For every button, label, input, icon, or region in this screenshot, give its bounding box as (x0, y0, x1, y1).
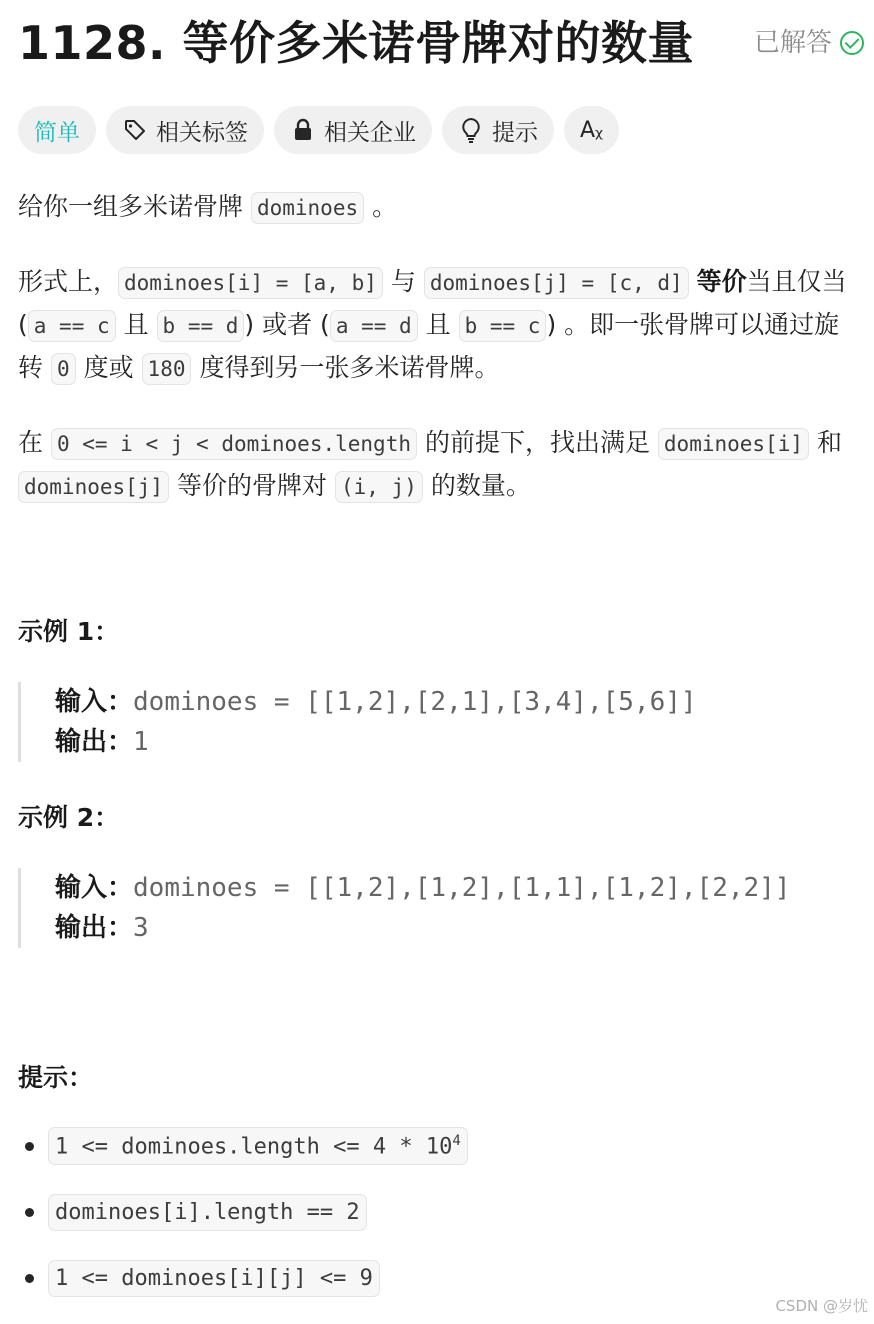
constraint-code (48, 1127, 468, 1165)
example-1-title: 示例 1： (18, 617, 120, 646)
inline-code: dominoes[i] = [a, b] (118, 267, 383, 299)
bullet-icon (25, 1208, 34, 1217)
inline-code: b == d (157, 310, 245, 342)
example-2-title: 示例 2： (18, 803, 120, 832)
problem-header (18, 12, 864, 74)
bullet-icon (25, 1142, 34, 1151)
difficulty-label: 简单 (34, 119, 80, 146)
constraint-text: 1 <= dominoes.length <= 4 * 10 (55, 1134, 453, 1160)
inline-code: 0 (51, 353, 76, 385)
output-label: 输出： (55, 727, 134, 757)
input-value: dominoes = [[1,2],[2,1],[3,4],[5,6]] (133, 687, 697, 717)
watermark: CSDN @岁忧 (775, 1297, 868, 1315)
desc-paragraph-3 (18, 422, 864, 508)
example-2-block (18, 868, 864, 948)
tag-bar (18, 106, 619, 154)
bold-text: 等价 (696, 267, 747, 296)
input-value: dominoes = [[1,2],[1,2],[1,1],[1,2],[2,2]] (133, 873, 791, 903)
text: 且 (123, 310, 149, 339)
solved-status (754, 26, 864, 60)
text: 给你一组多米诺骨牌 (18, 192, 244, 221)
inline-code: dominoes[i] (658, 428, 809, 460)
problem-title: 1128. 等价多米诺骨牌对的数量 (18, 16, 695, 70)
text: 在 (18, 428, 44, 457)
check-circle-icon (840, 31, 864, 55)
inline-code: (i, j) (335, 471, 423, 503)
list-item (18, 1258, 864, 1298)
topics-tag-button[interactable] (106, 106, 264, 154)
bullet-icon (25, 1274, 34, 1283)
desc-paragraph-1 (18, 186, 864, 229)
tag-icon (122, 117, 148, 143)
text: 。 (372, 192, 398, 221)
inline-code: b == c (459, 310, 547, 342)
translate-button[interactable] (564, 106, 619, 154)
inline-code: 0 <= i < j < dominoes.length (51, 428, 417, 460)
inline-code: dominoes (251, 192, 364, 224)
constraint-code: 1 <= dominoes[i][j] <= 9 (48, 1260, 380, 1297)
problem-description (18, 186, 864, 540)
output-value: 3 (133, 913, 149, 943)
text: 度或 (83, 353, 134, 382)
companies-tag-label: 相关企业 (324, 119, 416, 146)
input-label: 输入： (55, 873, 134, 903)
list-item (18, 1126, 864, 1166)
example-1-output-row (55, 722, 864, 762)
constraints-title: 提示： (18, 1063, 94, 1092)
constraints-list (18, 1126, 864, 1324)
text: 当且仅当 ( (18, 267, 847, 339)
exponent: 4 (452, 1132, 461, 1149)
text: 度得到另一张多米诺骨牌。 (199, 353, 500, 382)
input-label: 输入： (55, 687, 134, 717)
text: 的前提下，找出满足 (424, 428, 650, 457)
inline-code: 180 (142, 353, 192, 385)
example-2-input-row (55, 868, 864, 908)
text: 与 (390, 267, 416, 296)
hint-tag-button[interactable] (442, 106, 554, 154)
text: 等价的骨牌对 (177, 471, 328, 500)
lock-icon (290, 117, 316, 143)
lightbulb-icon (458, 117, 484, 143)
inline-code: a == c (28, 310, 116, 342)
text: 和 (816, 428, 842, 457)
desc-paragraph-2 (18, 261, 864, 390)
constraint-code: dominoes[i].length == 2 (48, 1194, 367, 1231)
text: 形式上， (18, 267, 119, 296)
text: ) 或者 ( (244, 310, 330, 339)
topics-tag-label: 相关标签 (156, 119, 248, 146)
inline-code: dominoes[j] (18, 471, 169, 503)
text: 的数量。 (430, 471, 531, 500)
inline-code: a == d (330, 310, 418, 342)
translate-icon: Aᵪ (580, 117, 604, 143)
text: 且 (425, 310, 451, 339)
difficulty-badge (18, 106, 96, 154)
example-1-input-row (55, 682, 864, 722)
output-label: 输出： (55, 913, 134, 943)
output-value: 1 (133, 727, 149, 757)
example-1-block (18, 682, 864, 762)
text: ) 。即一张骨牌可以通过旋转 (18, 310, 840, 382)
hint-tag-label: 提示 (492, 119, 538, 146)
solved-label: 已解答 (753, 28, 832, 58)
inline-code: dominoes[j] = [c, d] (424, 267, 689, 299)
companies-tag-button[interactable] (274, 106, 432, 154)
example-2-output-row (55, 908, 864, 948)
list-item (18, 1192, 864, 1232)
